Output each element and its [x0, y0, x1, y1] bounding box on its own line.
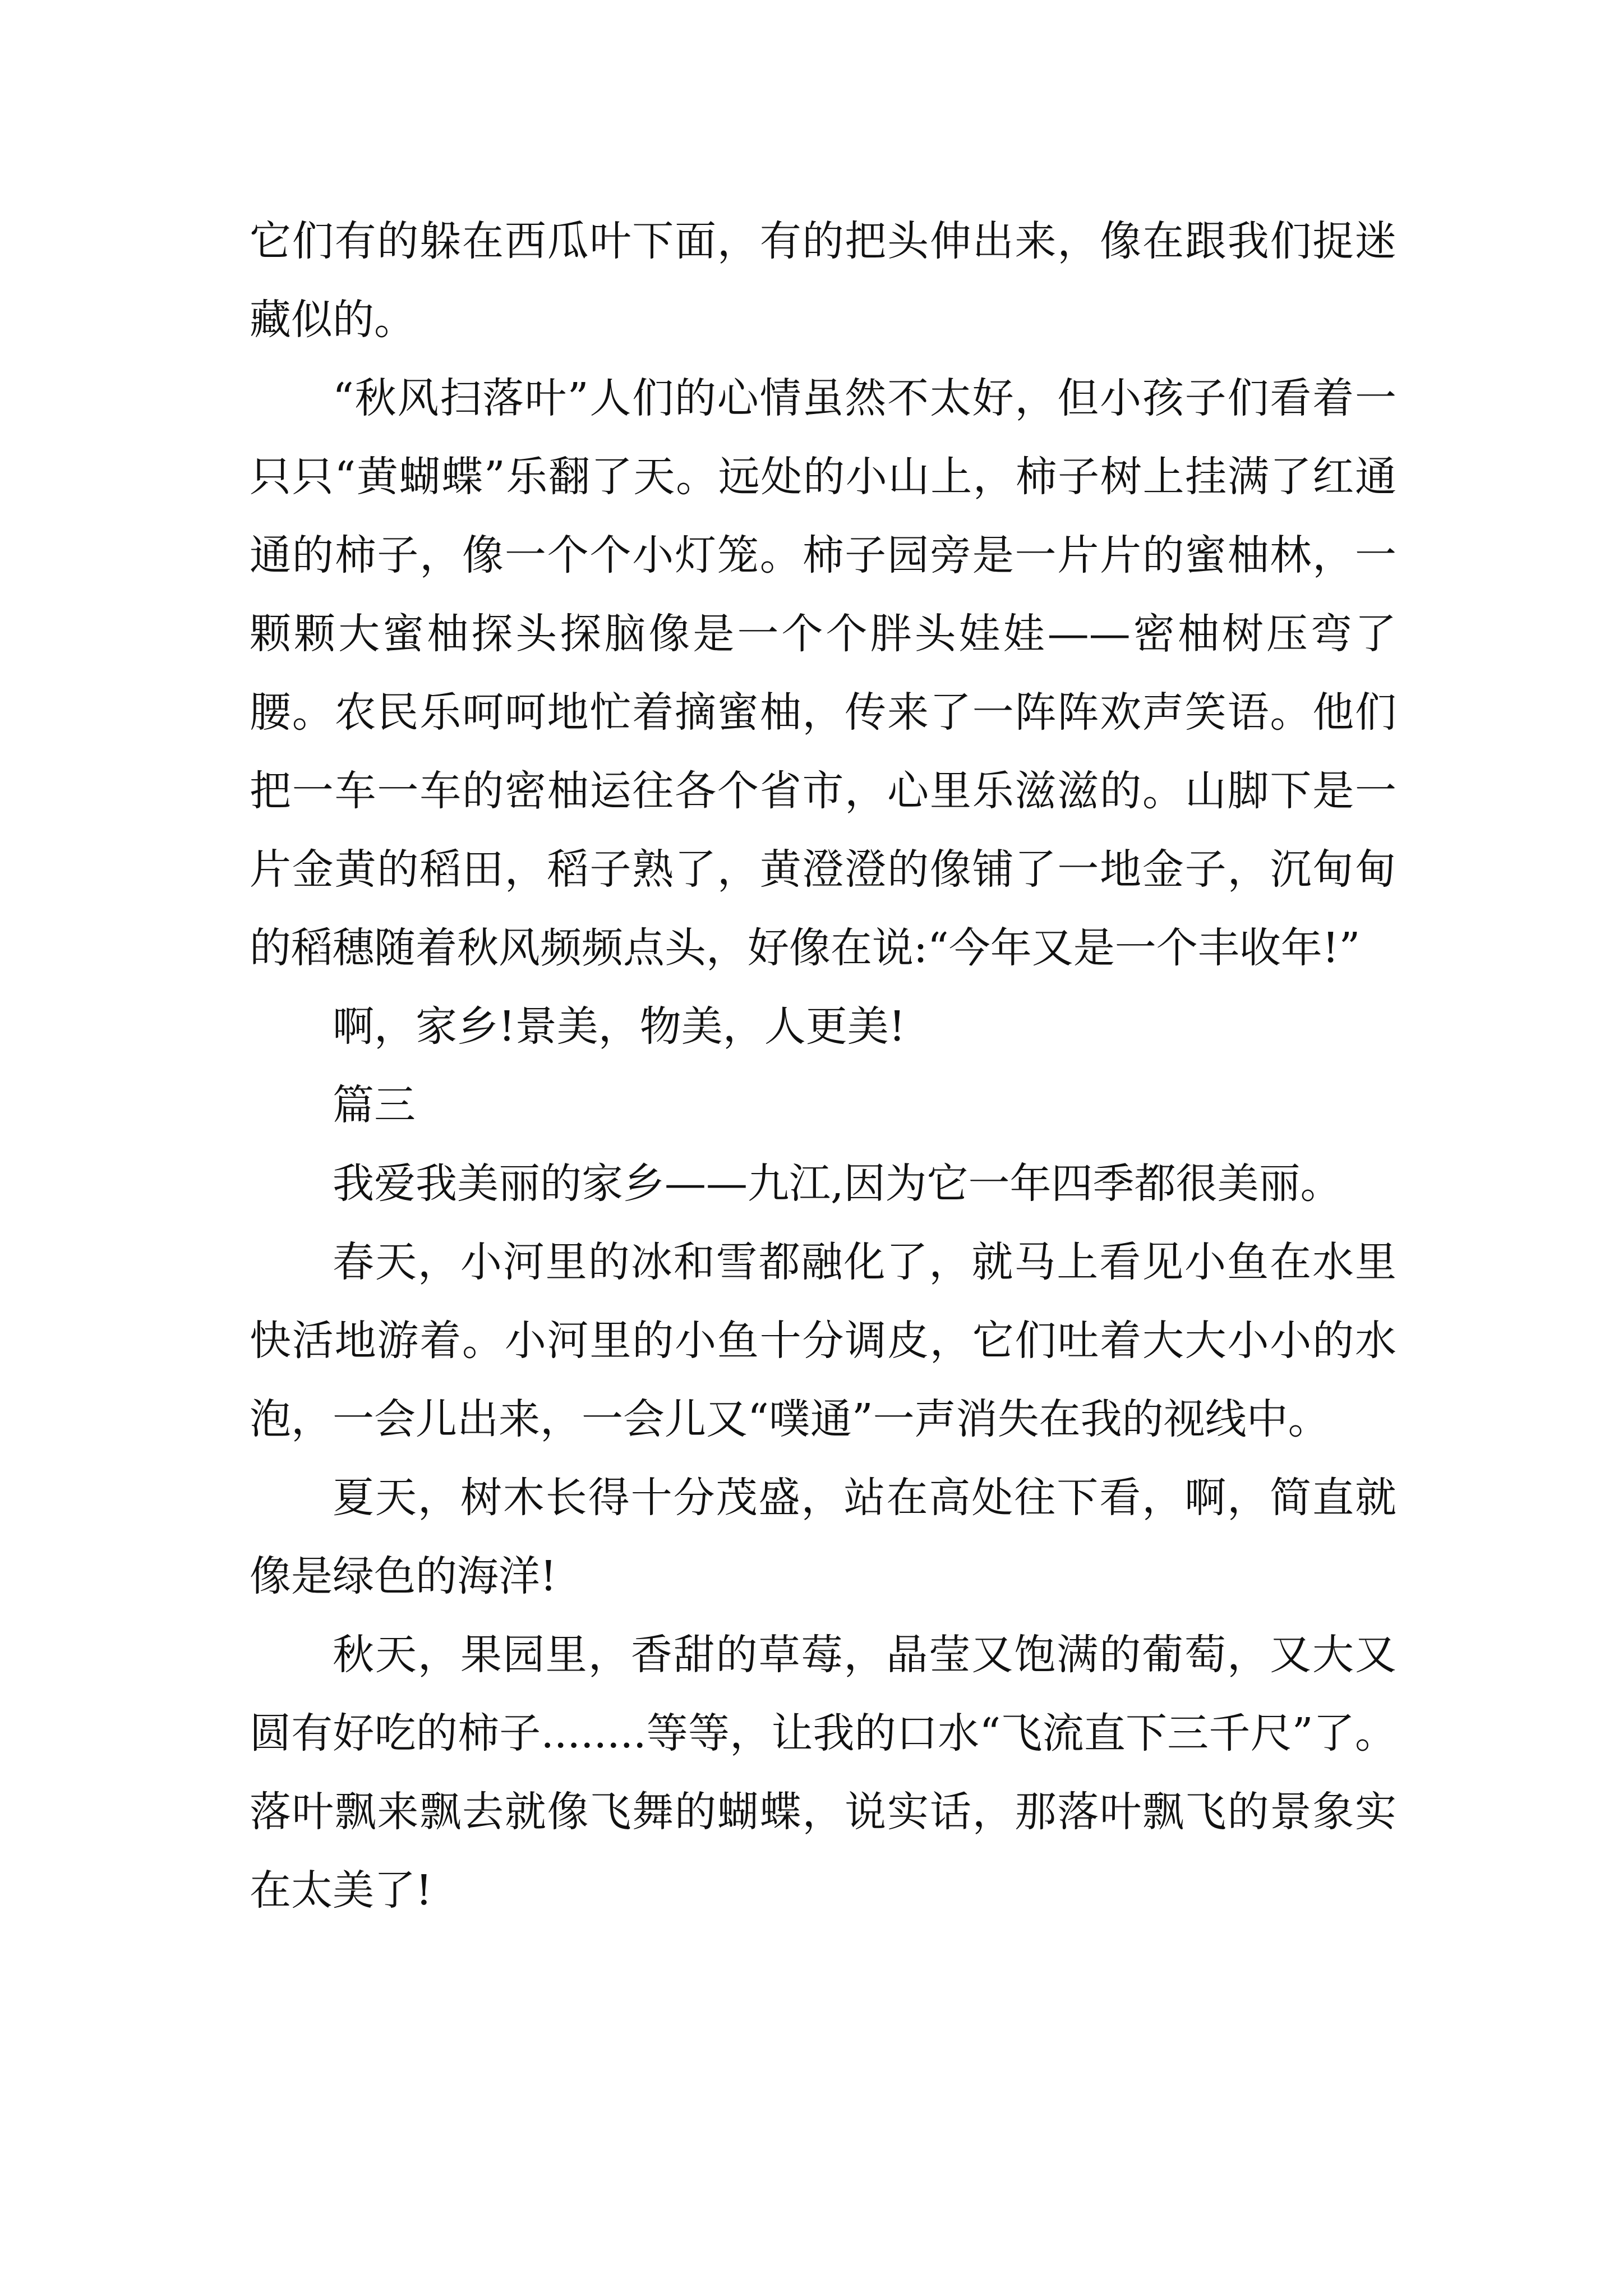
paragraph-1: 它们有的躲在西瓜叶下面，有的把头伸出来，像在跟我们捉迷藏似的。: [250, 217, 1396, 344]
paragraph-6: 夏天，树木长得十分茂盛，站在高处往下看，啊，简直就像是绿色的海洋!: [250, 1474, 1396, 1600]
paragraph-3: 啊，家乡!景美，物美，人更美!: [333, 1002, 906, 1051]
document-body: [250, 202, 1396, 1930]
paragraph-2: “秋风扫落叶”人们的心情虽然不太好，但小孩子们看着一只只“黄蝴蝶”乐翻了天。远处的小山上，柿子树上挂满了红通通的柿子，像一个个小灯笼。柿子园旁是一片片的蜜柚林，一颗颗大蜜柚探头探脑像是一个个胖头娃娃——密柚树压弯了腰。农民乐呵呵地忙着摘蜜柚，传来了一阵阵欢声笑语。他们把一车一车的密柚运往各个省市，心里乐滋滋的。山脚下是一片金黄的稻田，稻子熟了，黄澄澄的像铺了一地金子，沉甸甸的稻穗随着秋风频频点头，好像在说:“今年又是一个丰收年!”: [250, 374, 1396, 972]
paragraph-5: 春天，小河里的冰和雪都融化了，就马上看见小鱼在水里快活地游着。小河里的小鱼十分调皮，它们吐着大大小小的水泡，一会儿出来，一会儿又“噗通”一声消失在我的视线中。: [250, 1238, 1396, 1443]
paragraph-7: 秋天，果园里，香甜的草莓，晶莹又饱满的葡萄，又大又圆有好吃的柿子........等等，让我的口水“飞流直下三千尺”了。落叶飘来飘去就像飞舞的蝴蝶，说实话，那落叶飘飞的景象实在太美了!: [250, 1631, 1396, 1915]
section-heading: 篇三: [333, 1081, 416, 1129]
paragraph-4: 我爱我美丽的家乡——九江,因为它一年四季都很美丽。: [333, 1159, 1342, 1208]
